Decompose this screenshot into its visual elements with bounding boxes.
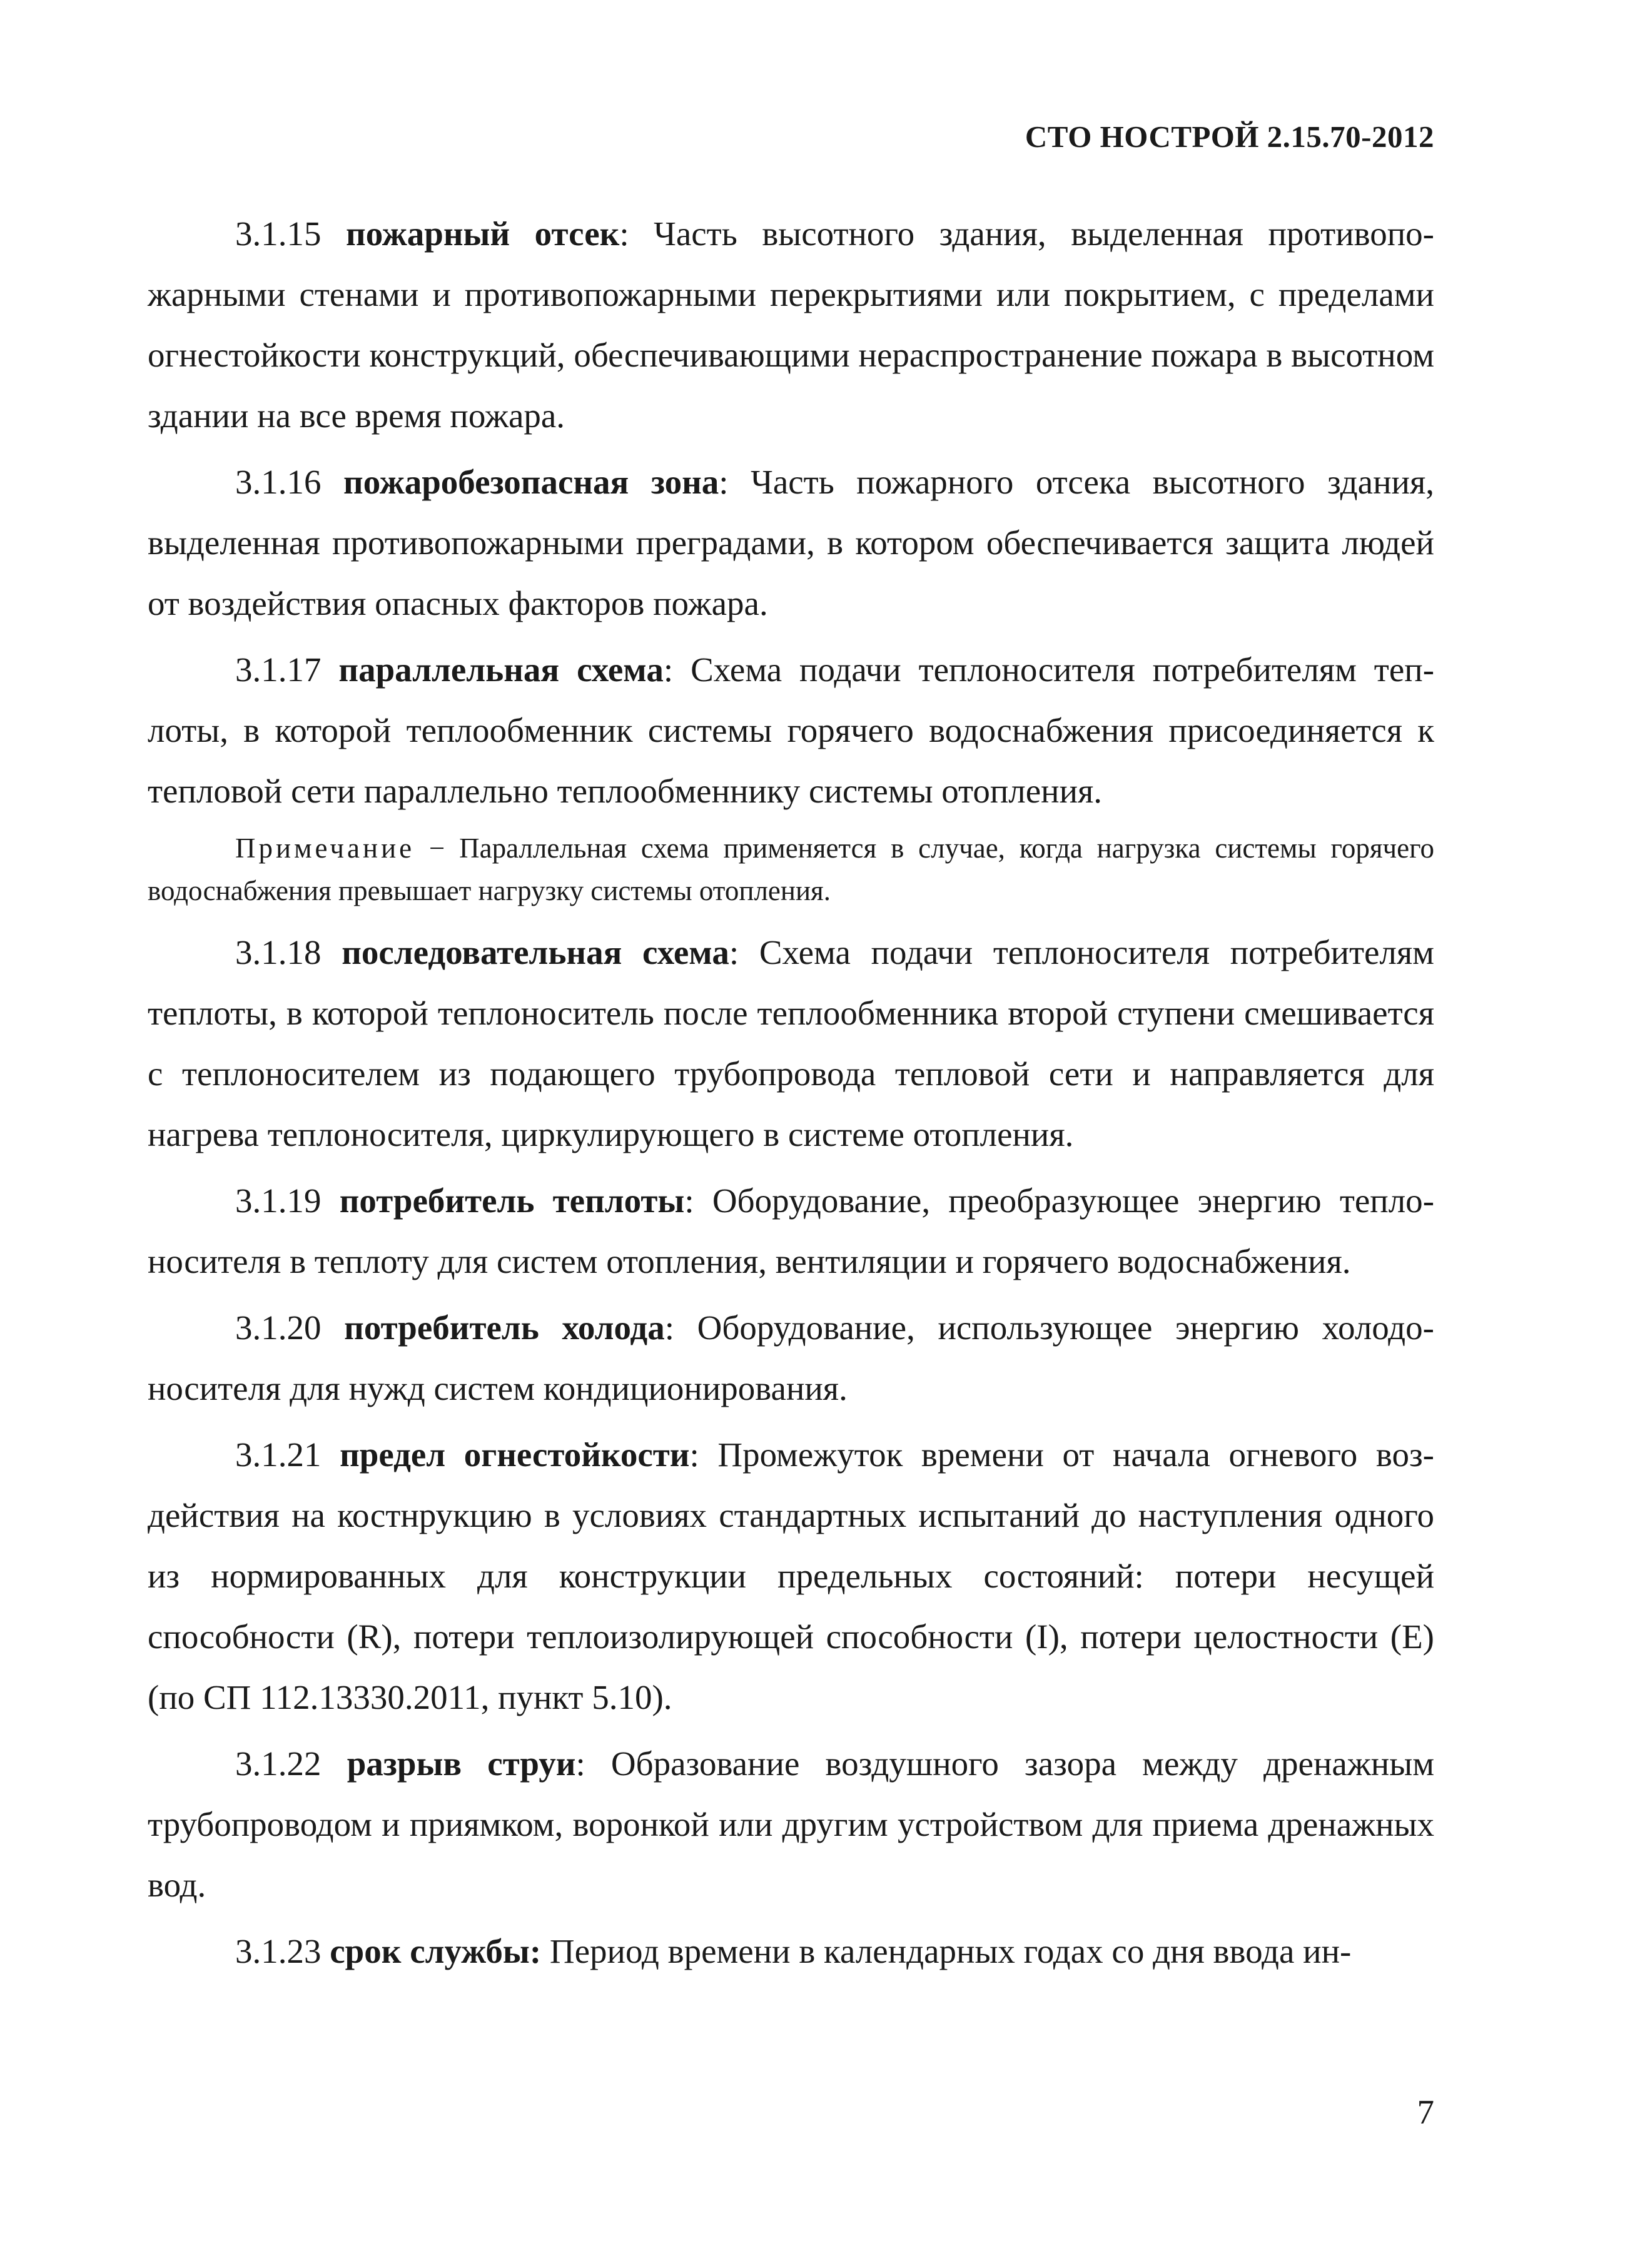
definition-number: 3.1.22 <box>235 1744 321 1783</box>
definition-text: Период времени в календарных годах со дня ввода ин- <box>541 1932 1352 1970</box>
definition-3-1-21 <box>148 1424 1434 1728</box>
definition-separator: : <box>719 463 729 501</box>
definition-text: Оборудование, преобразующее энергию теплоносителя в теплоту для систем отопления, вентиляции и горячего водоснабжения. <box>148 1182 1435 1280</box>
definition-separator: : <box>663 651 674 689</box>
definition-3-1-17 <box>148 639 1434 821</box>
document-code-header: СТО НОСТРОЙ 2.15.70-2012 <box>1025 119 1434 154</box>
definition-3-1-20 <box>148 1297 1434 1419</box>
definition-3-1-19 <box>148 1170 1434 1292</box>
definition-separator: : <box>729 933 739 971</box>
definition-number: 3.1.23 <box>235 1932 321 1970</box>
definition-separator: : <box>664 1309 675 1347</box>
definition-term: последовательная схема <box>342 933 729 971</box>
definition-term: параллельная схема <box>338 651 664 689</box>
definition-text: Схема подачи теплоносителя потребителям теплоты, в которой теплообменник системы горячего водоснабжения присоединяется к тепловой сети параллельно теплообменнику системы отопления. <box>148 651 1435 810</box>
note-label: Примечание <box>235 833 415 864</box>
page-number: 7 <box>1417 2093 1434 2131</box>
definition-3-1-15 <box>148 203 1434 446</box>
definition-term: пожаробезопасная зона <box>343 463 719 501</box>
definition-text: Оборудование, использующее энергию холодоносителя для нужд систем кондиционирования. <box>148 1309 1434 1407</box>
definition-separator: : <box>689 1435 699 1474</box>
definition-text: Схема подачи теплоносителя потребителям теплоты, в которой теплоноситель после теплообменника второй ступени смешивается с теплоносителем из подающего трубопровода тепловой сети и направляется для нагрева теплоносителя, циркулирующего в системе отопления. <box>148 933 1434 1153</box>
definition-number: 3.1.15 <box>235 215 321 253</box>
definition-text: Часть пожарного отсека высотного здания, выделенная противопожарными преградами, в котором обеспечивается защита людей от воздействия опасных факторов пожара. <box>148 463 1434 622</box>
definition-number: 3.1.18 <box>235 933 321 971</box>
definition-3-1-16 <box>148 452 1434 634</box>
definition-number: 3.1.16 <box>235 463 321 501</box>
definition-number: 3.1.20 <box>235 1309 321 1347</box>
definition-text: Часть высотного здания, выделенная противопожарными стенами и противопожарными перекрытиями или покрытием, с пределами огнестойкости конструкций, обеспечивающими нераспространение пожара в высотном здании на все время пожара. <box>148 215 1434 435</box>
definition-term: срок службы: <box>330 1932 542 1970</box>
definition-number: 3.1.21 <box>235 1435 321 1474</box>
definition-separator: : <box>619 215 629 253</box>
definition-separator: : <box>575 1744 585 1783</box>
definition-term: пожарный отсек <box>346 215 620 253</box>
note-text: − Параллельная схема применяется в случае, когда нагрузка системы горячего водоснабжения превышает нагрузку системы отопления. <box>148 833 1434 906</box>
definition-3-1-18 <box>148 922 1434 1165</box>
definition-term: предел огнестойкости <box>340 1435 690 1474</box>
definition-3-1-22 <box>148 1733 1434 1915</box>
note-3-1-17 <box>148 827 1434 912</box>
definition-term: потребитель теплоты <box>339 1182 685 1220</box>
definition-number: 3.1.19 <box>235 1182 321 1220</box>
definitions-body <box>148 203 1434 1987</box>
definition-text: Промежуток времени от начала огневого воздействия на костнрукцию в условиях стандартных испытаний до наступления одного из нормированных для конструкции предельных состояний: потери несущей способности (R), потери теплоизолирующей способности (I), потери целостности (E) (по СП 112.13330.2011, пункт 5.10). <box>148 1435 1434 1716</box>
definition-separator: : <box>684 1182 694 1220</box>
definition-number: 3.1.17 <box>235 651 321 689</box>
definition-3-1-23 <box>148 1921 1434 1982</box>
definition-text: Образование воздушного зазора между дренажным трубопроводом и приямком, воронкой или другим устройством для приема дренажных вод. <box>148 1744 1434 1904</box>
definition-term: потребитель холода <box>344 1309 665 1347</box>
definition-term: разрыв струи <box>347 1744 576 1783</box>
